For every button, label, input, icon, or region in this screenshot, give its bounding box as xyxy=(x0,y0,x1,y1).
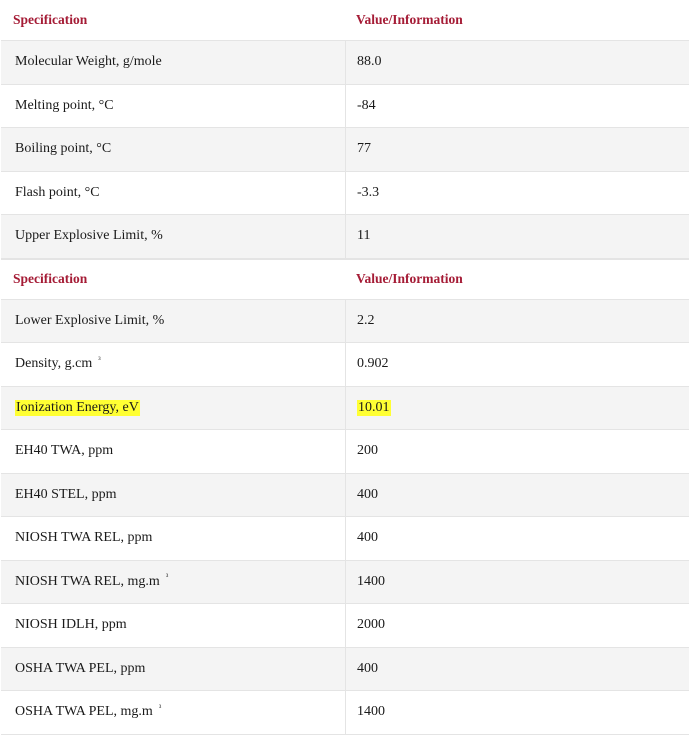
table-row xyxy=(1,561,689,605)
value-cell: 400 xyxy=(357,486,378,502)
header-specification: Specification xyxy=(13,12,88,27)
table-row xyxy=(1,691,689,735)
highlighted-value-text: 10.01 xyxy=(358,399,390,415)
value-cell: -84 xyxy=(357,97,376,113)
header-value-information: Value/Information xyxy=(356,12,463,27)
spec-cell xyxy=(1,561,346,604)
header-specification: Specification xyxy=(13,271,88,286)
spec-cell: Molecular Weight, g/mole xyxy=(1,41,346,84)
spec-cell xyxy=(1,343,346,386)
value-cell: 11 xyxy=(357,228,371,244)
value-cell: 2.2 xyxy=(357,312,375,328)
table-header-row xyxy=(1,0,689,41)
value-cell: 88.0 xyxy=(357,54,382,70)
value-cell: 77 xyxy=(357,141,371,157)
spec-cell xyxy=(1,691,346,734)
spec-cell: NIOSH TWA REL, ppm xyxy=(1,517,346,560)
value-cell: 2000 xyxy=(357,617,385,633)
value-cell: 1400 xyxy=(357,704,385,720)
spec-cell: Boiling point, °C xyxy=(1,128,346,171)
spec-cell: Flash point, °C xyxy=(1,172,346,215)
superscript: ³ xyxy=(158,702,162,712)
table-row xyxy=(1,172,689,216)
spec-cell: Upper Explosive Limit, % xyxy=(1,215,346,258)
value-cell: 200 xyxy=(357,443,378,459)
header-value-information: Value/Information xyxy=(356,271,463,286)
spec-cell: OSHA TWA PEL, ppm xyxy=(1,648,346,691)
spec-cell: NIOSH IDLH, ppm xyxy=(1,604,346,647)
table-row xyxy=(1,430,689,474)
spec-cell xyxy=(1,387,346,430)
spec-cell: EH40 STEL, ppm xyxy=(1,474,346,517)
specification-table xyxy=(1,0,689,735)
table-row xyxy=(1,85,689,129)
spec-text: Density, g.cm xyxy=(15,356,93,372)
superscript: ³ xyxy=(98,354,101,364)
table-row xyxy=(1,128,689,172)
value-cell: 1400 xyxy=(357,573,385,589)
spec-cell: Lower Explosive Limit, % xyxy=(1,300,346,343)
highlighted-spec-text: Ionization Energy, eV xyxy=(16,399,139,415)
spec-text: OSHA TWA PEL, mg.m xyxy=(15,704,153,720)
value-cell: 400 xyxy=(357,530,378,546)
table-row xyxy=(1,215,689,259)
value-cell: 0.902 xyxy=(357,356,389,372)
spec-text: NIOSH TWA REL, mg.m xyxy=(15,573,160,589)
table-row xyxy=(1,474,689,518)
value-cell xyxy=(346,387,689,430)
spec-cell: EH40 TWA, ppm xyxy=(1,430,346,473)
value-cell: 400 xyxy=(357,660,378,676)
value-cell: -3.3 xyxy=(357,184,380,200)
table-row xyxy=(1,517,689,561)
spec-cell: Melting point, °C xyxy=(1,85,346,128)
superscript: ³ xyxy=(165,572,169,582)
table-row xyxy=(1,343,689,387)
table-row xyxy=(1,648,689,692)
table-row xyxy=(1,300,689,344)
table-header-row xyxy=(1,259,689,300)
table-row xyxy=(1,41,689,85)
table-row-highlighted xyxy=(1,387,689,431)
table-row xyxy=(1,604,689,648)
